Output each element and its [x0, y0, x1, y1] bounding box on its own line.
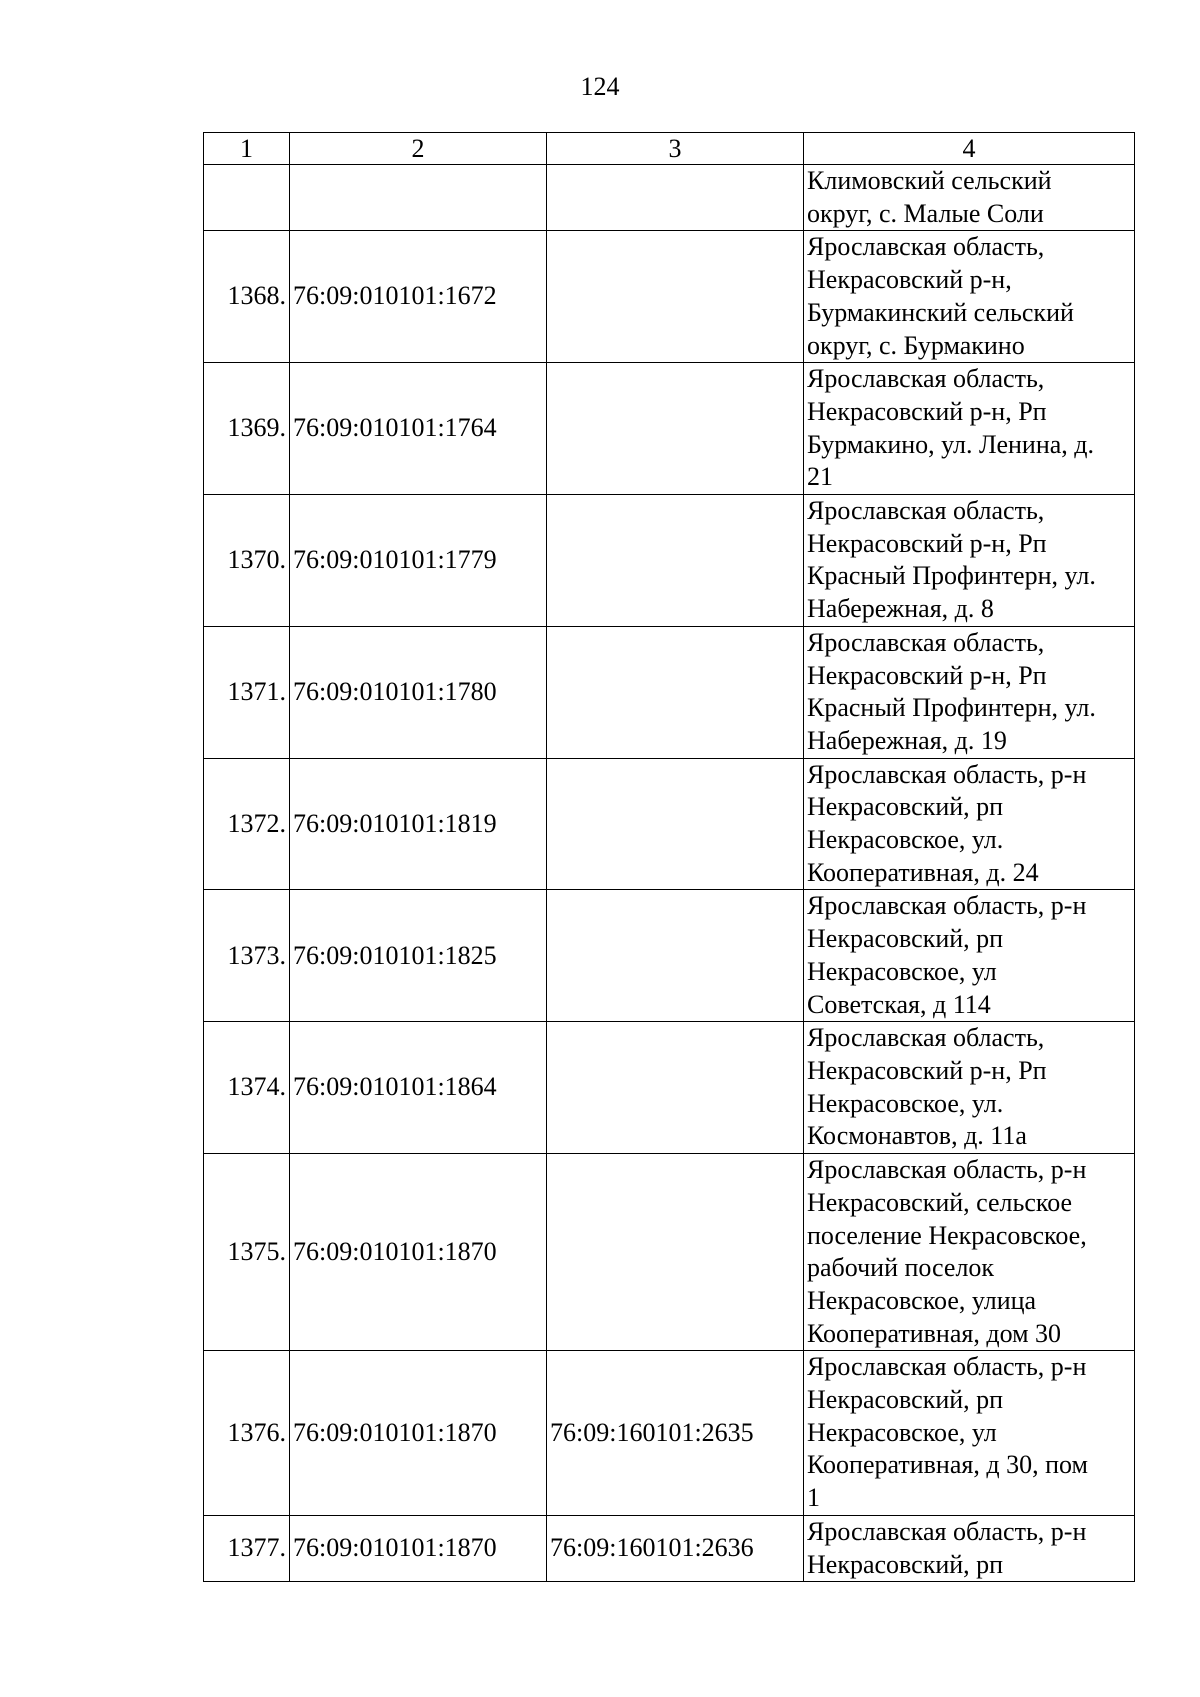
table-row	[204, 1351, 1135, 1516]
table-row	[204, 495, 1135, 627]
address-line: Некрасовский, рп	[807, 792, 1004, 822]
address-line: Некрасовское, ул.	[807, 1088, 1004, 1118]
object-cadastral-number-cell	[547, 165, 804, 231]
row-number-cell: 1370.	[204, 495, 290, 627]
address-line: Ярославская область,	[807, 627, 1045, 657]
address-line: Некрасовский р-н, Рп	[807, 528, 1047, 558]
table-row	[204, 165, 1135, 231]
cadastral-number-cell: 76:09:010101:1864	[290, 1022, 547, 1154]
cadastral-number-cell: 76:09:010101:1672	[290, 231, 547, 363]
address-cell	[804, 231, 1135, 363]
address-line: Набережная, д. 8	[807, 594, 994, 624]
cadastral-number-cell: 76:09:010101:1870	[290, 1154, 547, 1351]
object-cadastral-number-cell	[547, 363, 804, 495]
cadastral-number-cell: 76:09:010101:1764	[290, 363, 547, 495]
cadastral-registry-table	[203, 132, 1135, 1582]
table-row	[204, 1515, 1135, 1581]
column-header: 2	[290, 133, 547, 165]
address-line: Некрасовский, рп	[807, 1385, 1004, 1415]
cadastral-number-cell: 76:09:010101:1870	[290, 1351, 547, 1516]
column-header: 4	[804, 133, 1135, 165]
address-cell	[804, 1154, 1135, 1351]
cadastral-number-cell: 76:09:010101:1825	[290, 890, 547, 1022]
table-row	[204, 1022, 1135, 1154]
address-line: Набережная, д. 19	[807, 725, 1007, 755]
address-line: Космонавтов, д. 11а	[807, 1121, 1027, 1151]
address-line: Ярославская область, р-н	[807, 1155, 1087, 1185]
address-line: 1	[807, 1483, 820, 1513]
address-line: Некрасовский р-н,	[807, 265, 1012, 295]
cadastral-number-cell: 76:09:010101:1870	[290, 1515, 547, 1581]
address-cell	[804, 890, 1135, 1022]
row-number-cell: 1374.	[204, 1022, 290, 1154]
address-cell	[804, 1515, 1135, 1581]
address-line: Ярославская область,	[807, 364, 1045, 394]
table-row	[204, 626, 1135, 758]
object-cadastral-number-cell	[547, 1154, 804, 1351]
address-line: Бурмакино, ул. Ленина, д.	[807, 429, 1095, 459]
address-line: Советская, д 114	[807, 989, 991, 1019]
address-cell	[804, 495, 1135, 627]
table-row	[204, 758, 1135, 890]
address-line: Ярославская область, р-н	[807, 759, 1087, 789]
table-row	[204, 363, 1135, 495]
row-number-cell: 1377.	[204, 1515, 290, 1581]
address-cell	[804, 1351, 1135, 1516]
address-line: 21	[807, 462, 833, 492]
page-number: 124	[580, 72, 620, 101]
object-cadastral-number-cell: 76:09:160101:2635	[547, 1351, 804, 1516]
address-cell	[804, 165, 1135, 231]
column-header: 1	[204, 133, 290, 165]
cadastral-number-cell	[290, 165, 547, 231]
address-cell	[804, 758, 1135, 890]
row-number-cell: 1376.	[204, 1351, 290, 1516]
table-row	[204, 1154, 1135, 1351]
address-cell	[804, 1022, 1135, 1154]
address-line: округ, с. Малые Соли	[807, 198, 1044, 228]
object-cadastral-number-cell	[547, 1022, 804, 1154]
address-cell	[804, 626, 1135, 758]
table-row	[204, 231, 1135, 363]
address-line: рабочий поселок	[807, 1253, 995, 1283]
table-row	[204, 890, 1135, 1022]
table-body	[204, 133, 1135, 1582]
object-cadastral-number-cell	[547, 231, 804, 363]
address-line: Некрасовский р-н, Рп	[807, 660, 1047, 690]
address-line: Некрасовский, рп	[807, 1549, 1004, 1579]
address-line: округ, с. Бурмакино	[807, 330, 1025, 360]
address-line: Ярославская область, р-н	[807, 891, 1087, 921]
object-cadastral-number-cell	[547, 758, 804, 890]
address-line: Ярославская область,	[807, 1023, 1045, 1053]
address-line: Некрасовский, сельское	[807, 1187, 1073, 1217]
address-line: Климовский сельский	[807, 166, 1052, 195]
address-line: Красный Профинтерн, ул.	[807, 561, 1096, 591]
row-number-cell: 1372.	[204, 758, 290, 890]
address-line: Некрасовский р-н, Рп	[807, 396, 1047, 426]
address-line: Некрасовское, ул	[807, 956, 997, 986]
address-line: Некрасовский, рп	[807, 924, 1004, 954]
column-header: 3	[547, 133, 804, 165]
row-number-cell: 1375.	[204, 1154, 290, 1351]
address-line: Бурмакинский сельский	[807, 297, 1074, 327]
row-number-cell: 1371.	[204, 626, 290, 758]
object-cadastral-number-cell: 76:09:160101:2636	[547, 1515, 804, 1581]
cadastral-number-cell: 76:09:010101:1780	[290, 626, 547, 758]
row-number-cell: 1373.	[204, 890, 290, 1022]
address-line: Ярославская область, р-н	[807, 1352, 1087, 1382]
address-line: Кооперативная, дом 30	[807, 1318, 1062, 1348]
row-number-cell	[204, 165, 290, 231]
row-number-cell: 1369.	[204, 363, 290, 495]
address-line: Некрасовское, улица	[807, 1285, 1037, 1315]
address-line: Ярославская область, р-н	[807, 1516, 1087, 1546]
address-line: Некрасовское, ул.	[807, 825, 1004, 855]
cadastral-number-cell: 76:09:010101:1779	[290, 495, 547, 627]
address-line: Красный Профинтерн, ул.	[807, 693, 1096, 723]
address-line: Ярославская область,	[807, 232, 1045, 262]
object-cadastral-number-cell	[547, 495, 804, 627]
object-cadastral-number-cell	[547, 890, 804, 1022]
address-line: Кооперативная, д 30, пом	[807, 1450, 1088, 1480]
address-line: Некрасовский р-н, Рп	[807, 1055, 1047, 1085]
address-line: Кооперативная, д. 24	[807, 857, 1039, 887]
address-cell	[804, 363, 1135, 495]
cadastral-number-cell: 76:09:010101:1819	[290, 758, 547, 890]
row-number-cell: 1368.	[204, 231, 290, 363]
address-line: поселение Некрасовское,	[807, 1220, 1087, 1250]
object-cadastral-number-cell	[547, 626, 804, 758]
address-line: Некрасовское, ул	[807, 1417, 997, 1447]
address-line: Ярославская область,	[807, 496, 1045, 526]
table-header-row	[204, 133, 1135, 165]
